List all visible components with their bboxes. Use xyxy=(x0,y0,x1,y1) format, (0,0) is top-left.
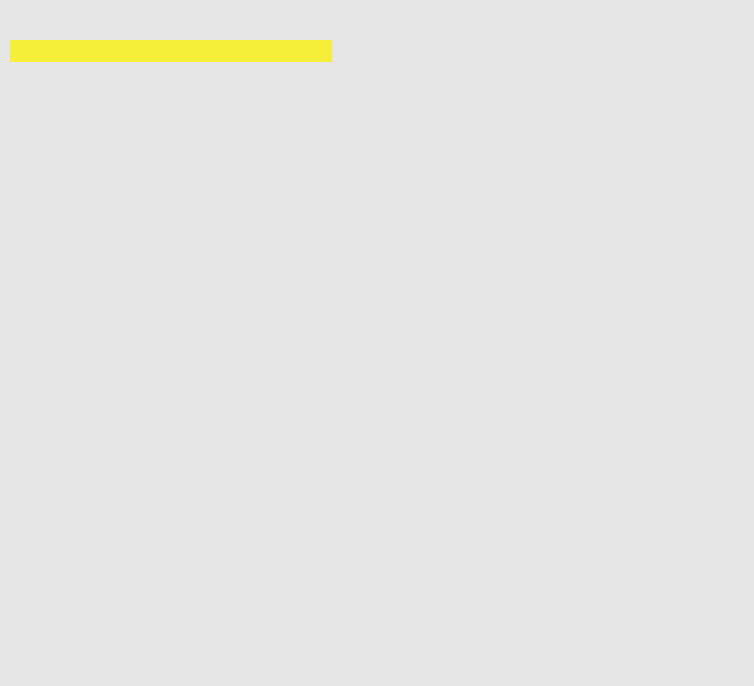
line-banner xyxy=(10,40,332,62)
